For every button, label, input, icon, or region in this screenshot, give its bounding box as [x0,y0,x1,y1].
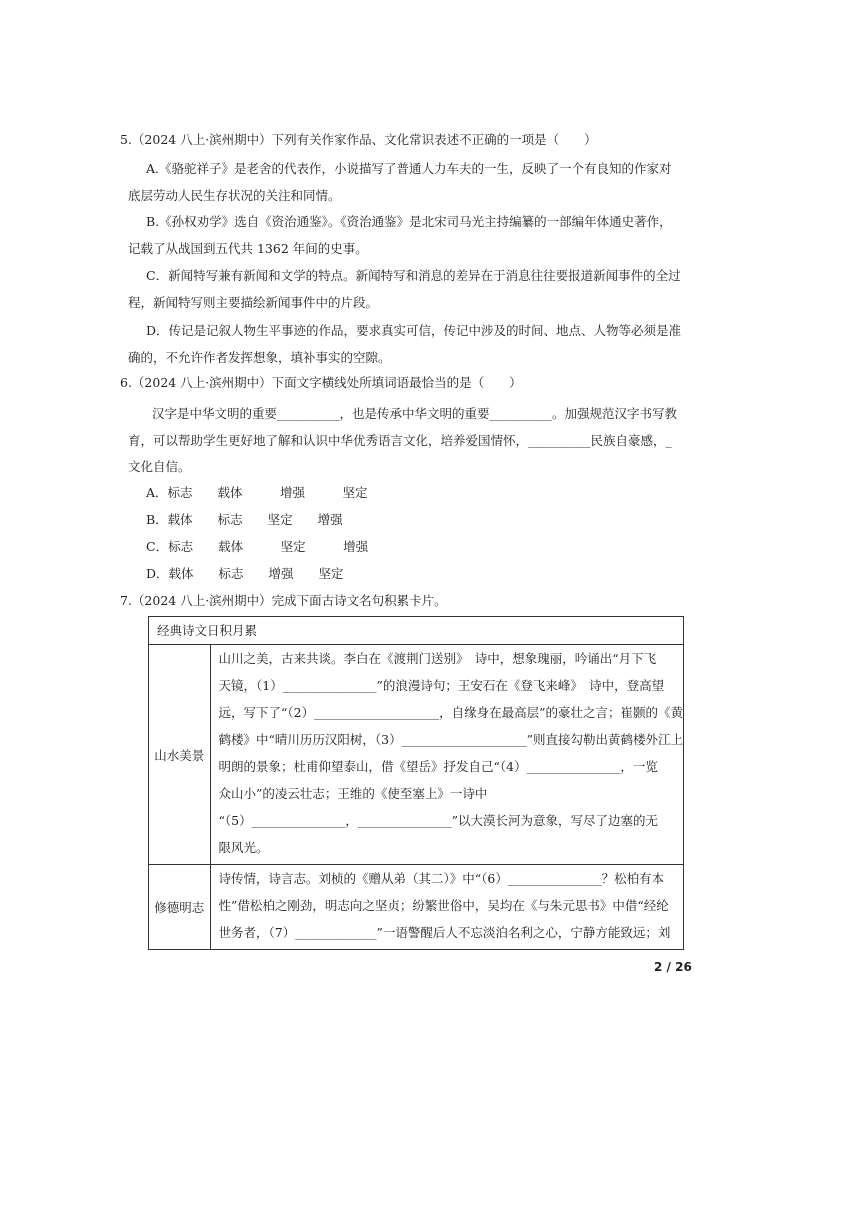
row1-line: “（5）_______________，_______________”以大漠长河为意象，写尽了边塞的无 [218,813,658,828]
row1-label-cell [149,645,211,865]
q5-option-b-line2: 记载了从战国到五代共 1362 年间的史事。 [128,241,368,256]
table-title: 经典诗文日积月累 [157,623,258,638]
q5-option-c-line2: 程，新闻特写则主要描绘新闻事件中的片段。 [128,295,379,310]
row2-label-cell [149,865,211,950]
q5-option-d-line2: 确的，不允许作者发挥想象，填补事实的空隙。 [128,350,391,365]
q6-option-a: A．标志 载体 增强 坚定 [146,485,368,500]
q5-option-a-line2: 底层劳动人民生存状况的关注和同情。 [128,188,341,203]
q7-stem: 7.（2024 八上·滨州期中）完成下面古诗文名句积累卡片。 [120,593,447,608]
row1-line: 众山小”的凌云壮志；王维的《使至塞上》一诗中 [218,786,488,801]
q5-option-c-line1: C．新闻特写兼有新闻和文学的特点。新闻特写和消息的差异在于消息往往要报道新闻事件的全过 [146,268,681,283]
row2-line: 性”借松柏之刚劲，明志向之坚贞；纷繁世俗中，吴均在《与朱元思书》中借“经纶 [218,898,669,913]
table-title-cell [149,617,684,645]
q6-passage-line1: 汉字是中华文明的重要__________，也是传承中华文明的重要__________。加强规范汉字书写教 [152,406,678,421]
row2-label: 修德明志 [154,900,205,915]
row1-line: 天镜，（1）_______________”的浪漫诗句；王安石在《登飞来峰》 诗中，登高望 [218,678,665,693]
q5-option-b-line1: B.《孙权劝学》选自《资治通鉴》。《资治通鉴》是北宋司马光主持编纂的一部编年体通史著作， [146,214,672,229]
row1-line: 山川之美，古来共谈。李白在《渡荆门送别》 诗中，想象瑰丽，吟诵出“月下飞 [218,651,657,666]
q5-stem: 5.（2024 八上·滨州期中）下列有关作家作品、文化常识表述不正确的一项是（ ） [120,132,597,147]
row1-line: 远，写下了“（2）____________________，自缘身在最高层”的豪壮之言；崔颢的《黄 [218,705,683,720]
row1-line: 限风光。 [218,840,269,855]
page-number: 2 / 26 [654,960,692,974]
q6-passage-line3: 文化自信。 [128,459,191,474]
q6-passage-line2: 育，可以帮助学生更好地了解和认识中华优秀语言文化，培养爱国情怀，__________民族自豪感，_ [128,433,672,448]
row2-content-cell [210,865,684,950]
row1-label: 山水美景 [154,747,205,763]
q5-option-a-line1: A.《骆驼祥子》是老舍的代表作，小说描写了普通人力车夫的一生，反映了一个有良知的作家对 [146,161,672,176]
row1-line: 明朗的景象；杜甫仰望泰山，借《望岳》抒发自己“（4）_______________，一览 [218,759,658,774]
row2-line: 诗传情，诗言志。刘桢的《赠从弟（其二）》中“（6）_______________？松柏有本 [218,871,665,886]
q6-option-c: C．标志 载体 坚定 增强 [146,539,369,554]
q5-option-d-line1: D．传记是记叙人物生平事迹的作品，要求真实可信，传记中涉及的时间、地点、人物等必须是准 [146,323,682,338]
poetry-card-table [148,616,684,950]
row1-line: 鹤楼》中“晴川历历汉阳树，（3）____________________”则直接勾勒出黄鹤楼外江上 [218,732,683,747]
row2-line: 世务者，（7）_____________”一语警醒后人不忘淡泊名利之心，宁静方能致远；刘 [218,925,671,940]
q6-option-d: D．载体 标志 增强 坚定 [146,566,344,581]
q6-option-b: B．载体 标志 坚定 增强 [146,512,343,527]
q6-stem: 6.（2024 八上·滨州期中）下面文字横线处所填词语最恰当的是（ ） [120,375,522,390]
row1-content-cell [210,645,684,865]
